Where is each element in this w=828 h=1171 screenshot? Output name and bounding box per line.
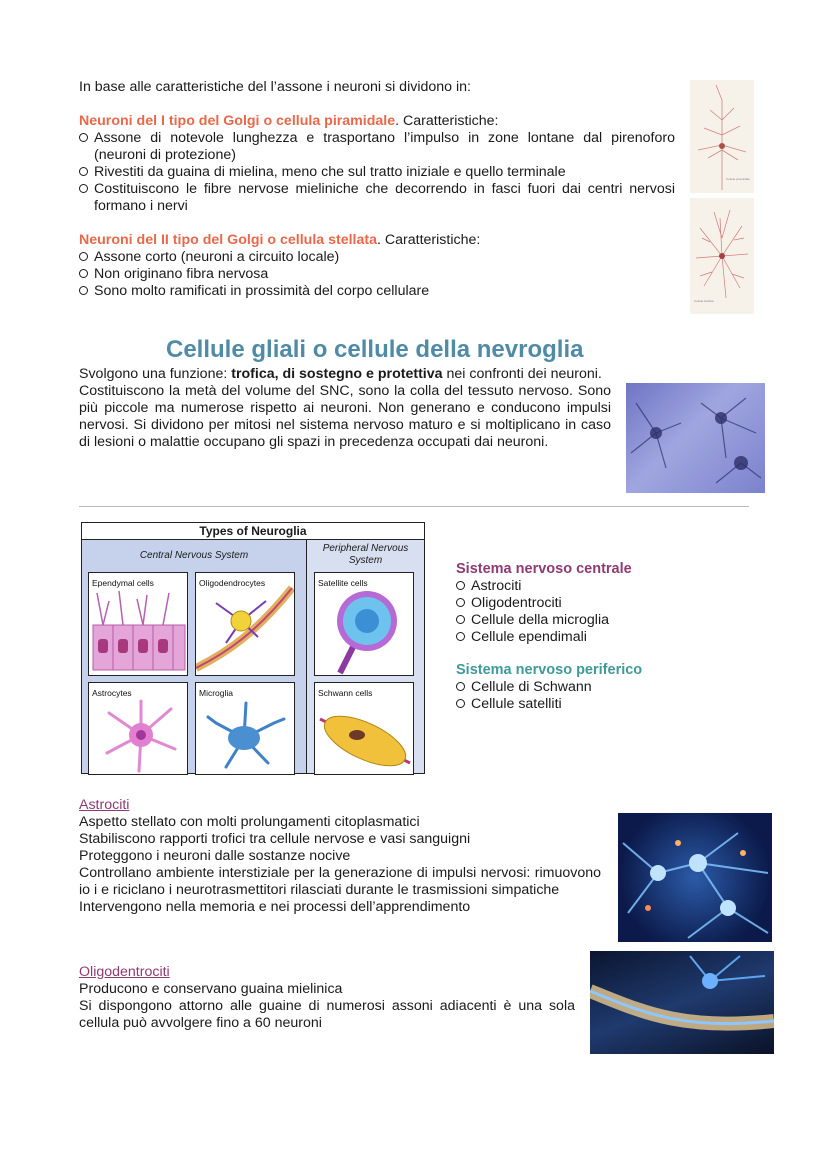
cns-label: Central Nervous System [139,550,249,561]
svg-text:Cellula stellata: Cellula stellata [694,299,714,303]
schwann-label: Schwann cells [318,688,373,698]
list-item: Cellule di Schwann [456,679,642,696]
list-item: Cellule satelliti [456,696,642,713]
oligodendrocyte-panel [195,572,295,676]
intro-text: In base alle caratteristiche del l’assone i neuroni si dividono in: [79,79,471,95]
type1-list [79,130,675,215]
oligo-line: Producono e conservano guaina mielinica [79,981,343,997]
myelin-neuron-image [590,951,774,1054]
glia-p1-pre: Svolgono una funzione: [79,366,232,382]
list-item: Rivestiti da guaina di mielina, meno che sul tratto iniziale e quello terminale [79,164,675,181]
list-item: Assone di notevole lunghezza e trasportano l’impulso in zone lontane dal pirenoforo (neuroni di protezione) [79,130,675,164]
type2-list [79,249,675,300]
astrociti-line: Stabiliscono rapporti trofici tra cellule nervose e vasi sanguigni [79,831,471,847]
glia-paragraph-2: Costituiscono la metà del volume del SNC, sono la colla del tessuto nervoso. Sono più piccole ma numerose rispetto ai neuroni. Non generano e conducono impulsi nervosi. Si dividono per mitosi nel sistema nervoso maturo e si moltiplicano in caso di lesioni o malattie occupano gli spazi in precedenza occupati dai neuroni. [79,383,611,450]
pyramidal-neuron-image [690,80,754,193]
astrociti-title: Astrociti [79,797,130,813]
type2-suffix: . Caratteristiche: [377,232,481,248]
microglia-panel [195,682,295,775]
section-divider [79,506,749,507]
oligodendrocyte-label: Oligodendrocytes [199,578,266,588]
cns-list [456,578,632,646]
glia-p1-post: nei confronti dei neuroni. [442,366,602,382]
list-item: Cellule ependimali [456,629,632,646]
svg-text:Cellula piramidale: Cellula piramidale [726,177,750,181]
astrociti-section [79,797,601,916]
satellite-cell-panel [314,572,414,676]
astrociti-line: Intervengono nella memoria e nei processi dell’apprendimento [79,899,471,915]
glia-paragraph-1 [79,366,611,383]
astrocyte-label: Astrocytes [92,688,132,698]
list-item: Oligodentrociti [456,595,632,612]
astrociti-line: Proteggono i neuroni dalle sostanze nocive [79,848,351,864]
type2-section [79,232,675,300]
microglia-label: Microglia [199,688,234,698]
neuroglia-figure [81,522,425,774]
type1-section [79,113,675,215]
astrociti-line: Controllano ambiente interstiziale per la generazione di impulsi nervosi: rimuovono io i e riciclano i neurotrasmettitori rilasciati durante le trasmissioni simpatiche [79,865,601,898]
type1-title: Neuroni del I tipo del Golgi o cellula piramidale [79,113,396,129]
cns-list-section [456,561,632,646]
oligo-line: Si dispongono attorno alle guaine di numerosi assoni adiacenti è una sola cellula può avvolgere fino a 60 neuroni [79,998,575,1031]
glia-micrograph-image [626,383,765,493]
pns-list-section [456,662,642,713]
stellate-neuron-image [690,198,754,314]
list-item: Sono molto ramificati in prossimità del corpo cellulare [79,283,675,300]
neuron-network-image [618,813,772,942]
astrociti-line: Aspetto stellato con molti prolungamenti citoplasmatici [79,814,420,830]
pns-label: Peripheral Nervous System [322,543,409,566]
type2-heading [79,232,675,249]
pns-list-title: Sistema nervoso periferico [456,662,643,678]
glia-intro [79,366,611,451]
page-title: Cellule gliali o cellule della nevroglia [166,336,584,363]
satellite-label: Satellite cells [318,578,368,588]
cns-list-title: Sistema nervoso centrale [456,561,632,577]
astrocyte-panel [88,682,188,775]
list-item: Assone corto (neuroni a circuito locale) [79,249,675,266]
type1-suffix: . Caratteristiche: [395,113,499,129]
type1-heading [79,113,675,130]
ependymal-label: Ependymal cells [92,578,154,588]
list-item: Costituiscono le fibre nervose mieliniche che decorrendo in fasci fuori dai centri nervosi formano i nervi [79,181,675,215]
oligo-title: Oligodentrociti [79,964,170,980]
list-item: Non originano fibra nervosa [79,266,675,283]
list-item: Astrociti [456,578,632,595]
list-item: Cellule della microglia [456,612,632,629]
ependymal-cell-panel [88,572,188,676]
oligo-section [79,964,575,1032]
pns-list [456,679,642,713]
glia-p1-bold: trofica, di sostegno e protettiva [231,366,443,382]
figure-title: Types of Neuroglia [82,523,424,540]
type2-title: Neuroni del II tipo del Golgi o cellula stellata [79,232,377,248]
schwann-cell-panel [314,682,414,775]
